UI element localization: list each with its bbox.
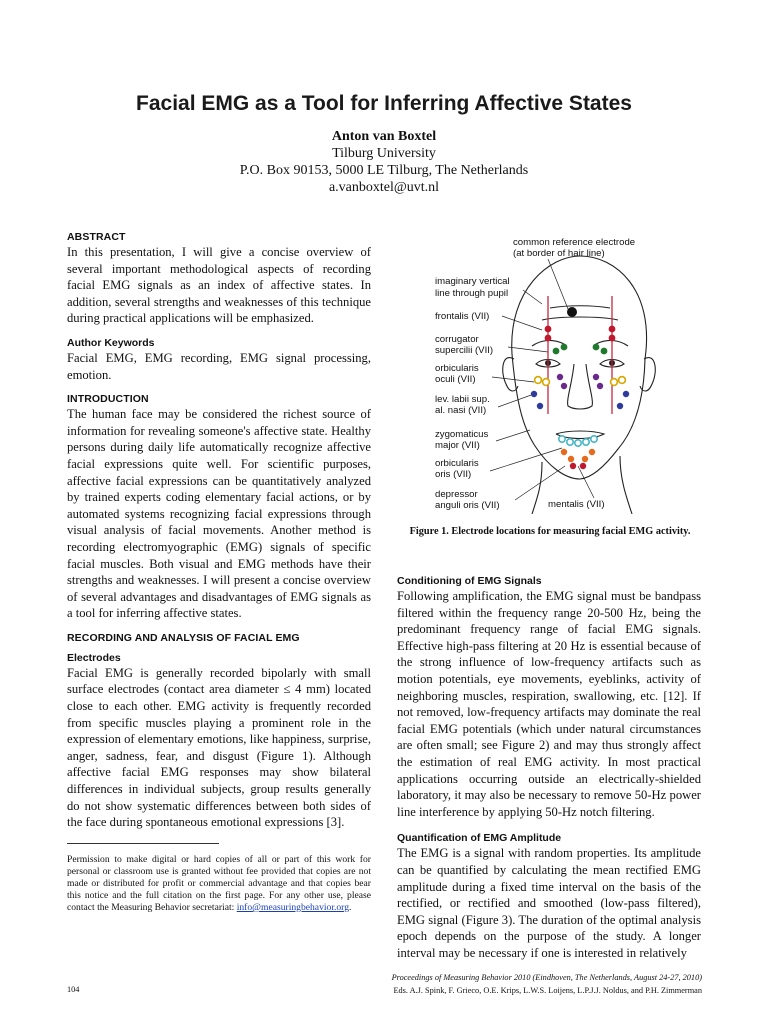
footer-proceedings: Proceedings of Measuring Behavior 2010 (Eindhoven, The Netherlands, August 24-27, 2010) <box>391 973 702 982</box>
electrode-dots <box>531 326 629 470</box>
author-email[interactable]: a.vanboxtel@uvt.nl <box>328 180 440 195</box>
abstract-text: In this presentation, I will give a concise overview of several important methodological aspects of recording facial EMG signals as an index of affective states. In addition, several strengths and weaknesses of this technique during practical applications will be emphasized. <box>67 245 371 326</box>
keywords-text: Facial EMG, EMG recording, EMG signal processing, emotion. <box>67 350 371 382</box>
paper-title: Facial EMG as a Tool for Inferring Affective States <box>136 92 632 115</box>
common-reference-electrode <box>567 307 577 317</box>
introduction-heading: INTRODUCTION <box>67 393 149 406</box>
keywords-heading: Author Keywords <box>67 336 155 349</box>
label-zygomaticus-2: major (VII) <box>435 440 480 451</box>
left-column <box>67 230 371 831</box>
label-corrugator: corrugator <box>435 334 479 345</box>
face-diagram <box>430 234 710 514</box>
permission-text: Permission to make digital or hard copies of all or part of this work for personal or classroom use is granted without fee provided that copies are not made or distributed for profit or commercial advantage and that copies bear this notice and the full citation on the first page. For any other use, please contact the Measuring Behavior secretariat: <box>67 854 371 913</box>
label-vertical-2: line through pupil <box>435 288 509 299</box>
author-affiliation: Tilburg University <box>332 146 436 161</box>
label-depressor-2: anguli oris (VII) <box>435 500 500 511</box>
label-common-ref: common reference electrode <box>513 237 636 248</box>
electrodes-text: Facial EMG is generally recorded bipolarly with small surface electrodes (contact area diameter ≤ 4 mm) located close to each other. EMG activity is frequently recorded from specific muscles playing a prominent role in the expression of elementary emotions, like happiness, surprise, anger, sadness, fear, and disgust (Figure 1). Although affective facial EMG responses may show bilateral differences in individual subjects, group results generally do not show systematic differences between both sides of the face during spontaneous emotional expressions [3]. <box>67 665 371 830</box>
right-column <box>397 574 701 961</box>
footer-editors: Eds. A.J. Spink, F. Grieco, O.E. Krips, L.W.S. Loijens, L.P.J.J. Noldus, and P.H. Zimmerman <box>393 985 702 995</box>
footer <box>392 972 702 997</box>
label-levator: lev. labii sup. <box>435 394 490 405</box>
label-common-ref-2: (at border of hair line) <box>513 248 605 259</box>
abstract-heading: ABSTRACT <box>67 231 126 243</box>
quantification-text: The EMG is a signal with random properties. Its amplitude can be quantified by calculating the mean rectified EMG amplitude during a fixed time interval on the basis of the rectified, or rectified and smoothed (low-pass filtered), EMG signal (Figure 3). The duration of the optimal analysis epoch depends on the purpose of the study. A longer interval may be necessary if one is interested in relatively <box>397 846 701 960</box>
introduction-text: The human face may be considered the richest source of information for revealing someone's affective state. Healthy persons during daily life automatically recognize affective facial expressions quite well. For scientific purposes, affective facial expressions can be quantitatively analyzed by trained experts coding elementary facial actions, or by automated systems recognizing facial expressions through visual analysis of facial movements. Another method is recording electromyographic (EMG) signals of specific facial muscles. Both visual and EMG methods have their strengths and weaknesses. I will present a concise overview of several advantages and disadvantages of EMG signals as a tool for inferring affective states. <box>67 407 371 621</box>
label-frontalis: frontalis (VII) <box>435 311 490 322</box>
figure-electrode-locations <box>430 234 710 514</box>
author-block <box>0 128 768 196</box>
label-corrugator-2: supercilii (VII) <box>435 345 494 356</box>
label-zygomaticus: zygomaticus <box>435 429 489 440</box>
page-number: 104 <box>67 985 80 994</box>
conditioning-heading: Conditioning of EMG Signals <box>397 575 542 587</box>
secretariat-email-link[interactable]: info@measuringbehavior.org <box>236 902 350 913</box>
author-name: Anton van Boxtel <box>331 129 437 144</box>
label-depressor: depressor <box>435 489 478 500</box>
figure-caption: Figure 1. Electrode locations for measuring facial EMG activity. <box>409 526 691 537</box>
label-levator-2: al. nasi (VII) <box>435 405 487 416</box>
pupil-vertical-lines <box>548 296 612 414</box>
recording-heading: RECORDING AND ANALYSIS OF FACIAL EMG <box>67 631 300 644</box>
conditioning-text: Following amplification, the EMG signal must be bandpass filtered within the frequency range 20-500 Hz, being the predominant frequency range of facial EMG signals. Effective high-pass filtering at 20 Hz is essential because of the strong influence of low-frequency artifacts such as motion potentials, eye movements, eyeblinks, activity of neighboring muscles, respiration, swallowing, etc. [12]. If not removed, low-frequency artifacts may dominate the real facial EMG potentials (which under natural circumstances are often small; see Figure 2) and may thus strongly affect the estimation of real EMG activity. In most practical applications occurring outside an electrically-shielded laboratory, it may also be necessary to remove 50-Hz power line interference by applying 50-Hz notch filtering. <box>397 589 701 819</box>
label-orbicularis-oculi-2: oculi (VII) <box>435 374 476 385</box>
label-vertical: imaginary vertical <box>435 276 510 287</box>
label-orbicularis-oculi: orbicularis <box>435 363 479 374</box>
footnote-rule <box>67 843 219 844</box>
electrodes-heading: Electrodes <box>67 651 121 664</box>
permission-notice <box>67 854 371 914</box>
quantification-heading: Quantification of EMG Amplitude <box>397 832 562 845</box>
author-address: P.O. Box 90153, 5000 LE Tilburg, The Netherlands <box>239 163 529 178</box>
permission-end: . <box>349 902 352 913</box>
label-orbicularis-oris: orbicularis <box>435 458 479 469</box>
label-mentalis: mentalis (VII) <box>548 499 605 510</box>
label-orbicularis-oris-2: oris (VII) <box>435 469 472 480</box>
head-outline <box>503 256 656 514</box>
